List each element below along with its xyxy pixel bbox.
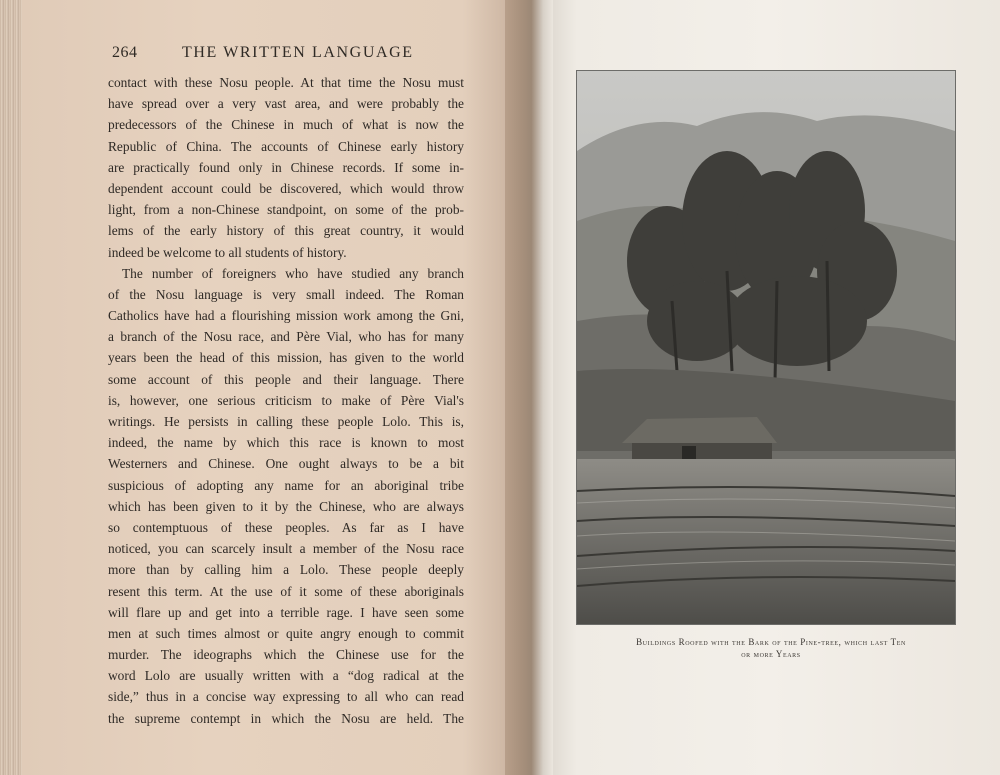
text-line: will flare up and get into a terrible rage. I have seen some bbox=[108, 604, 464, 620]
text-line: indeed be welcome to all students of history. bbox=[108, 244, 347, 260]
caption-line: or more Years bbox=[741, 649, 801, 659]
text-line: contact with these Nosu people. At that time the Nosu must bbox=[108, 75, 464, 90]
text-line: years been the head of this mission, has given to the world bbox=[108, 350, 464, 366]
text-line: lems of the early history of this great country, it would bbox=[108, 223, 464, 239]
text-line: a branch of the Nosu race, and Père Vial, who has for many bbox=[108, 329, 464, 345]
text-line: Republic of China. The accounts of Chinese early history bbox=[108, 138, 464, 154]
text-line: Westerners and Chinese. One ought always to be a bit bbox=[108, 456, 464, 472]
text-line: so contemptuous of these peoples. As far as I have bbox=[108, 519, 464, 535]
text-line: is, however, one serious criticism to make of Père Vial's bbox=[108, 392, 464, 408]
text-line: light, from a non-Chinese standpoint, on some of the prob- bbox=[108, 202, 464, 218]
text-line: more than by calling him a Lolo. These people deeply bbox=[108, 562, 464, 578]
text-line: some account of this people and their language. There bbox=[108, 371, 464, 387]
text-line: dependent account could be discovered, which would throw bbox=[108, 180, 464, 196]
text-line: Catholics have had a flourishing mission work among the Gni, bbox=[108, 308, 464, 324]
text-line: have spread over a very vast area, and were probably the bbox=[108, 96, 464, 112]
book-gutter bbox=[505, 0, 553, 775]
body-text bbox=[108, 72, 464, 729]
text-line: word Lolo are usually written with a “dog radical at the bbox=[108, 668, 464, 684]
text-line: of the Nosu language is very small indeed. The Roman bbox=[108, 286, 464, 302]
text-line: men at such times almost or quite angry enough to commit bbox=[108, 625, 464, 641]
text-line: noticed, you can scarcely insult a member of the Nosu race bbox=[108, 541, 464, 557]
text-line: suspicious of adopting any name for an aboriginal tribe bbox=[108, 477, 464, 493]
running-title: THE WRITTEN LANGUAGE bbox=[182, 44, 414, 61]
text-line: which has been given to it by the Chinese, who are always bbox=[108, 498, 464, 514]
plate-photograph bbox=[577, 71, 955, 624]
text-line: The number of foreigners who have studied any branch bbox=[122, 265, 464, 281]
page-number: 264 bbox=[112, 44, 138, 61]
page-edges bbox=[0, 0, 22, 775]
text-line: resent this term. At the use of it some of these aboriginals bbox=[108, 583, 464, 599]
text-line: side,” thus in a concise way expressing to all who can read bbox=[108, 689, 464, 705]
text-line: are practically found only in Chinese records. If some in- bbox=[108, 159, 464, 175]
landscape-photo-illustration bbox=[577, 71, 955, 624]
plate-caption bbox=[588, 636, 954, 660]
caption-line: Buildings Roofed with the Bark of the Pine-tree, which last Ten bbox=[636, 637, 906, 647]
text-line: writings. He persists in calling these people Lolo. This is, bbox=[108, 414, 464, 429]
text-line: predecessors of the Chinese in much of what is now the bbox=[108, 117, 464, 133]
text-line: the supreme contempt in which the Nosu are held. The bbox=[108, 710, 464, 726]
text-line: murder. The ideographs which the Chinese use for the bbox=[108, 647, 464, 663]
running-head bbox=[112, 44, 512, 68]
text-line: indeed, the name by which this race is known to most bbox=[108, 435, 464, 451]
